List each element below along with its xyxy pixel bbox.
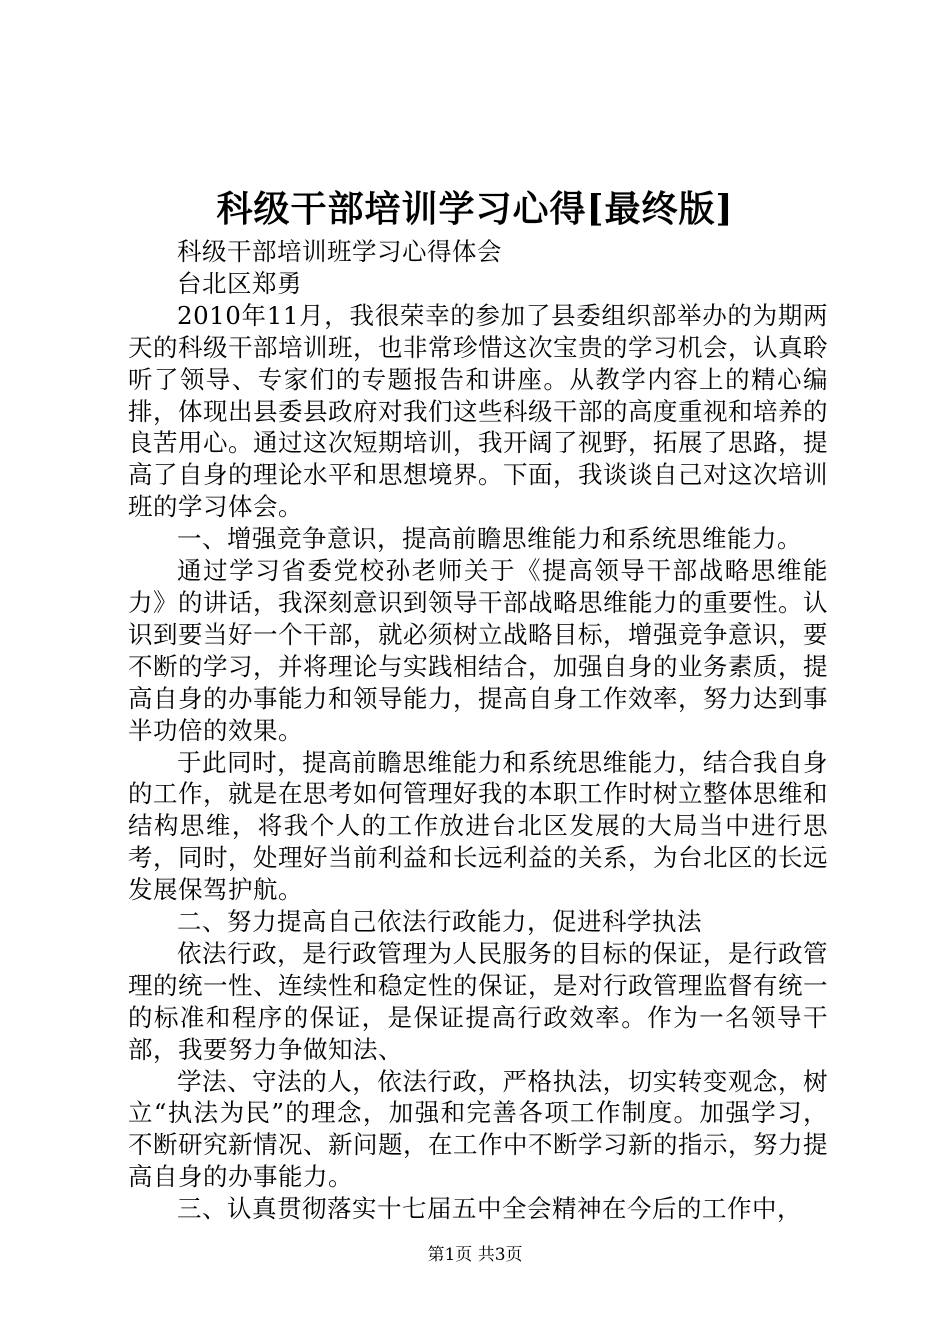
document-title: 科级干部培训学习心得[最终版]	[216, 188, 734, 230]
section-heading: 一、增强竞争意识，提高前瞻思维能力和系统思维能力。	[177, 524, 802, 554]
body-paragraph: 通过学习省委党校孙老师关于《提高领导干部战略思维能力》的讲话，我深刻意识到领导干部战略思维能力的重要性。认识到要当好一个干部，就必须树立战略目标，增强竞争意识，要不断的学习，并将理论与实践相结合，加强自身的业务素质，提高自身的办事能力和领导能力，提高自身工作效率，努力达到事半功倍的效果。	[128, 556, 828, 745]
body-paragraph: 依法行政，是行政管理为人民服务的目标的保证，是行政管理的统一性、连续性和稳定性的保证，是对行政管理监督有统一的标准和程序的保证，是保证提高行政效率。作为一名领导干部，我要努力争做知法、	[128, 938, 828, 1064]
page-footer: 第1页 共3页	[427, 1245, 523, 1265]
section-heading: 三、认真贯彻落实十七届五中全会精神在今后的工作中，	[177, 1194, 802, 1224]
section-heading: 二、努力提高自己依法行政能力，促进科学执法	[177, 907, 702, 937]
body-paragraph: 学法、守法的人，依法行政，严格执法，切实转变观念，树立“执法为民”的理念，加强和完善各项工作制度。加强学习，不断研究新情况、新问题，在工作中不断学习新的指示，努力提高自身的办事能力。	[128, 1066, 828, 1192]
body-paragraph: 于此同时，提高前瞻思维能力和系统思维能力，结合我自身的工作，就是在思考如何管理好我的本职工作时树立整体思维和结构思维，将我个人的工作放进台北区发展的大局当中进行思考，同时，处理好当前利益和长远利益的关系，为台北区的长远发展保驾护航。	[128, 747, 828, 905]
subtitle-paragraph: 科级干部培训班学习心得体会	[177, 237, 502, 266]
body-paragraph: 2010年11月，我很荣幸的参加了县委组织部举办的为期两天的科级干部培训班，也非常珍惜这次宝贵的学习机会，认真聆听了领导、专家们的专题报告和讲座。从教学内容上的精心编排，体现出县委县政府对我们这些科级干部的高度重视和培养的良苦用心。通过这次短期培训，我开阔了视野，拓展了思路，提高了自身的理论水平和思想境界。下面，我谈谈自己对这次培训班的学习体会。	[128, 300, 828, 522]
document-body	[128, 236, 828, 1225]
author-paragraph: 台北区郑勇	[177, 268, 302, 298]
